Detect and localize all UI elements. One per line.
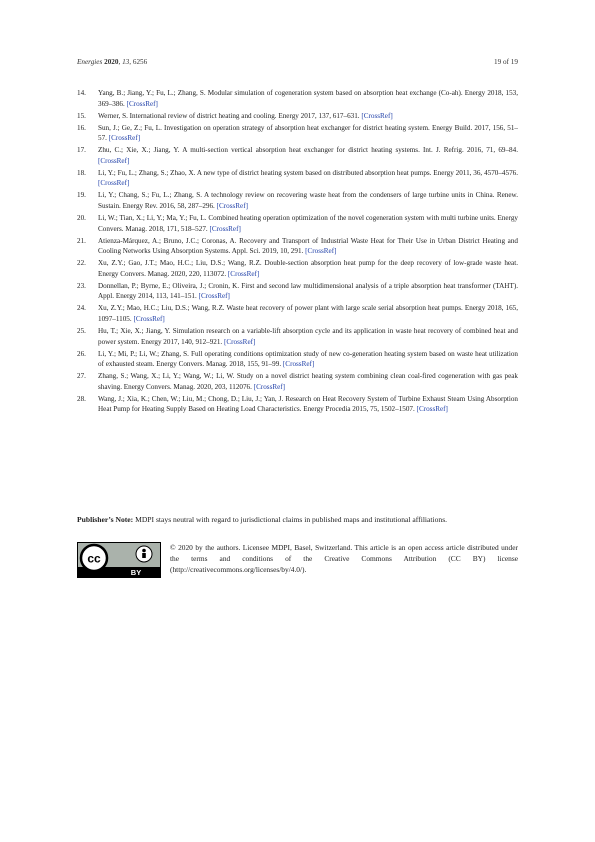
crossref-link[interactable]: [CrossRef] [224, 337, 256, 346]
reference-number: 25. [77, 327, 86, 336]
reference-item [77, 394, 518, 415]
reference-item [77, 111, 518, 122]
reference-item [77, 371, 518, 392]
reference-text: Zhang, S.; Wang, X.; Li, Y.; Wang, W.; Li, W. Study on a novel district heating system combining clean coal-fired cogeneration with gas peak shaving. Energy Convers. Manag. 2020, 203, 112076. [98, 372, 518, 391]
reference-body [98, 145, 518, 166]
reference-text: Yang, B.; Jiang, Y.; Fu, L.; Zhang, S. Modular simulation of cogeneration system based on absorption heat exchange (Co-ah). Energy 2018, 153, 369–386. [98, 89, 518, 108]
reference-item [77, 303, 518, 324]
reference-number: 15. [77, 111, 86, 120]
reference-body [98, 371, 518, 392]
reference-item [77, 349, 518, 370]
license-block [77, 542, 518, 578]
reference-text: Li, Y.; Mi, P.; Li, W.; Zhang, S. Full operating conditions optimization study of new co-generation heating system based on waste heat utilization of exhausted steam. Energy Convers. Manag. 2018, 155, 91–99. [98, 349, 518, 369]
crossref-link[interactable]: [CrossRef] [361, 111, 393, 120]
reference-number: 17. [77, 146, 86, 155]
reference-body [98, 281, 518, 302]
article-number: , 6256 [129, 58, 148, 66]
crossref-link[interactable]: [CrossRef] [133, 314, 165, 323]
reference-body [98, 168, 518, 189]
reference-item [77, 213, 518, 234]
reference-text: Donnellan, P.; Byrne, E.; Oliveira, J.; Cronin, K. First and second law multidimensional analysis of a triple absorption heat transformer (TAHT). Appl. Energy 2014, 113, 141–151. [98, 281, 518, 301]
reference-body [98, 190, 518, 211]
reference-number: 28. [77, 394, 86, 403]
reference-text: Li, Y.; Chang, S.; Fu, L.; Zhang, S. A technology review on recovering waste heat from the condensers of large turbine units in China. Renew. Sustain. Energy Rev. 2016, 58, 287–296. [98, 191, 518, 210]
crossref-link[interactable]: [CrossRef] [416, 405, 448, 414]
reference-number: 27. [77, 372, 86, 381]
crossref-link[interactable]: [CrossRef] [198, 292, 230, 301]
journal-volume: 13 [122, 58, 130, 66]
journal-citation: Energies 2020, 13, 6256 [77, 58, 148, 66]
crossref-link[interactable]: [CrossRef] [98, 156, 130, 165]
reference-text: Xu, Z.Y.; Gao, J.T.; Mao, H.C.; Liu, D.S.; Wang, R.Z. Double-section absorption heat pump for the deep recovery of low-grade waste heat. Energy Convers. Manag. 2020, 220, 113072. [98, 259, 518, 278]
reference-text: Hu, T.; Xie, X.; Jiang, Y. Simulation research on a variable-lift absorption cycle and its application in waste heat recovery of combined heat and power system. Energy 2017, 140, 912–921. [98, 327, 518, 346]
reference-body [98, 258, 518, 279]
reference-number: 26. [77, 349, 86, 358]
reference-item [77, 123, 518, 144]
reference-body [98, 349, 518, 370]
reference-number: 21. [77, 236, 86, 245]
reference-text: Sun, J.; Ge, Z.; Fu, L. Investigation on operation strategy of absorption heat exchanger for district heating system. Energy Build. 2017, 156, 51–57. [98, 123, 518, 143]
cc-by-icon [78, 543, 160, 577]
reference-text: Li, W.; Tian, X.; Li, Y.; Ma, Y.; Fu, L. Combined heating operation optimization of the novel cogeneration system with multi turbine units. Energy Convers. Manag. 2018, 171, 518–527. [98, 214, 518, 233]
crossref-link[interactable]: [CrossRef] [108, 134, 141, 143]
reference-number: 18. [77, 168, 86, 177]
reference-number: 20. [77, 214, 86, 223]
cc-letters: cc [87, 551, 101, 566]
reference-item [77, 281, 518, 302]
reference-body [98, 88, 518, 109]
reference-number: 23. [77, 281, 86, 290]
crossref-link[interactable]: [CrossRef] [305, 247, 337, 256]
reference-item [77, 145, 518, 166]
reference-text: Xu, Z.Y.; Mao, H.C.; Liu, D.S.; Wang, R.Z. Waste heat recovery of power plant with large scale serial absorption heat pumps. Energy 2018, 165, 1097–1105. [98, 304, 518, 323]
reference-number: 24. [77, 304, 86, 313]
reference-number: 16. [77, 123, 86, 132]
crossref-link[interactable]: [CrossRef] [126, 99, 158, 108]
reference-text: Wang, J.; Xia, K.; Chen, W.; Liu, M.; Chong, D.; Liu, J.; Yan, J. Research on Heat Recovery System of Turbine Exhaust Steam Using Absorption Heat Pump for Heating Supply Based on Heating Load Characteristics. Energy Procedia 2015, 75, 1502–1507. [98, 394, 518, 414]
reference-text: Zhu, C.; Xie, X.; Jiang, Y. A multi-section vertical absorption heat exchanger for district heating systems. Int. J. Refrig. 2016, 71, 69–84. [98, 146, 518, 155]
reference-list [77, 88, 518, 416]
journal-name: Energies [77, 58, 103, 66]
reference-text: Werner, S. International review of district heating and cooling. Energy 2017, 137, 617–631. [98, 111, 360, 120]
reference-item [77, 88, 518, 109]
reference-item [77, 258, 518, 279]
crossref-link[interactable]: [CrossRef] [209, 224, 241, 233]
reference-item [77, 236, 518, 257]
crossref-link[interactable]: [CrossRef] [98, 179, 130, 188]
reference-item [77, 326, 518, 347]
page-number: 19 of 19 [494, 58, 518, 66]
license-text: © 2020 by the authors. Licensee MDPI, Basel, Switzerland. This article is an open access article distributed under the terms and conditions of the Creative Commons Attribution (CC BY) license (http://creativecommons.org/licenses/by/4.0/). [170, 543, 518, 575]
journal-year: 2020 [104, 58, 119, 66]
reference-body [98, 236, 518, 257]
reference-number: 22. [77, 259, 86, 268]
publisher-note-label: Publisher’s Note: [77, 515, 134, 524]
crossref-link[interactable]: [CrossRef] [216, 201, 248, 210]
reference-number: 14. [77, 89, 86, 97]
reference-body [98, 111, 518, 122]
by-letters: BY [130, 568, 142, 577]
reference-number: 19. [77, 191, 86, 200]
reference-body [98, 213, 518, 234]
reference-text: Atienza-Márquez, A.; Bruno, J.C.; Coronas, A. Recovery and Transport of Industrial Waste Heat for Their Use in Urban District Heating and Cooling Networks Using Absorption Systems. Appl. Sci. 2019, 10, 291. [98, 236, 518, 256]
reference-body [98, 303, 518, 324]
crossref-link[interactable]: [CrossRef] [227, 269, 260, 278]
reference-item [77, 190, 518, 211]
reference-body [98, 123, 518, 144]
reference-item [77, 168, 518, 189]
crossref-link[interactable]: [CrossRef] [253, 382, 286, 391]
cc-by-license-icon[interactable] [77, 542, 161, 578]
publisher-note-text: MDPI stays neutral with regard to jurisdictional claims in published maps and institutional affiliations. [133, 515, 448, 524]
publisher-note [77, 515, 518, 526]
running-header [77, 58, 518, 66]
reference-text: Li, Y.; Fu, L.; Zhang, S.; Zhao, X. A new type of district heating system based on distributed absorption heat pumps. Energy 2011, 36, 4570–4576. [98, 168, 518, 177]
reference-body [98, 326, 518, 347]
crossref-link[interactable]: [CrossRef] [282, 360, 315, 369]
reference-body [98, 394, 518, 415]
